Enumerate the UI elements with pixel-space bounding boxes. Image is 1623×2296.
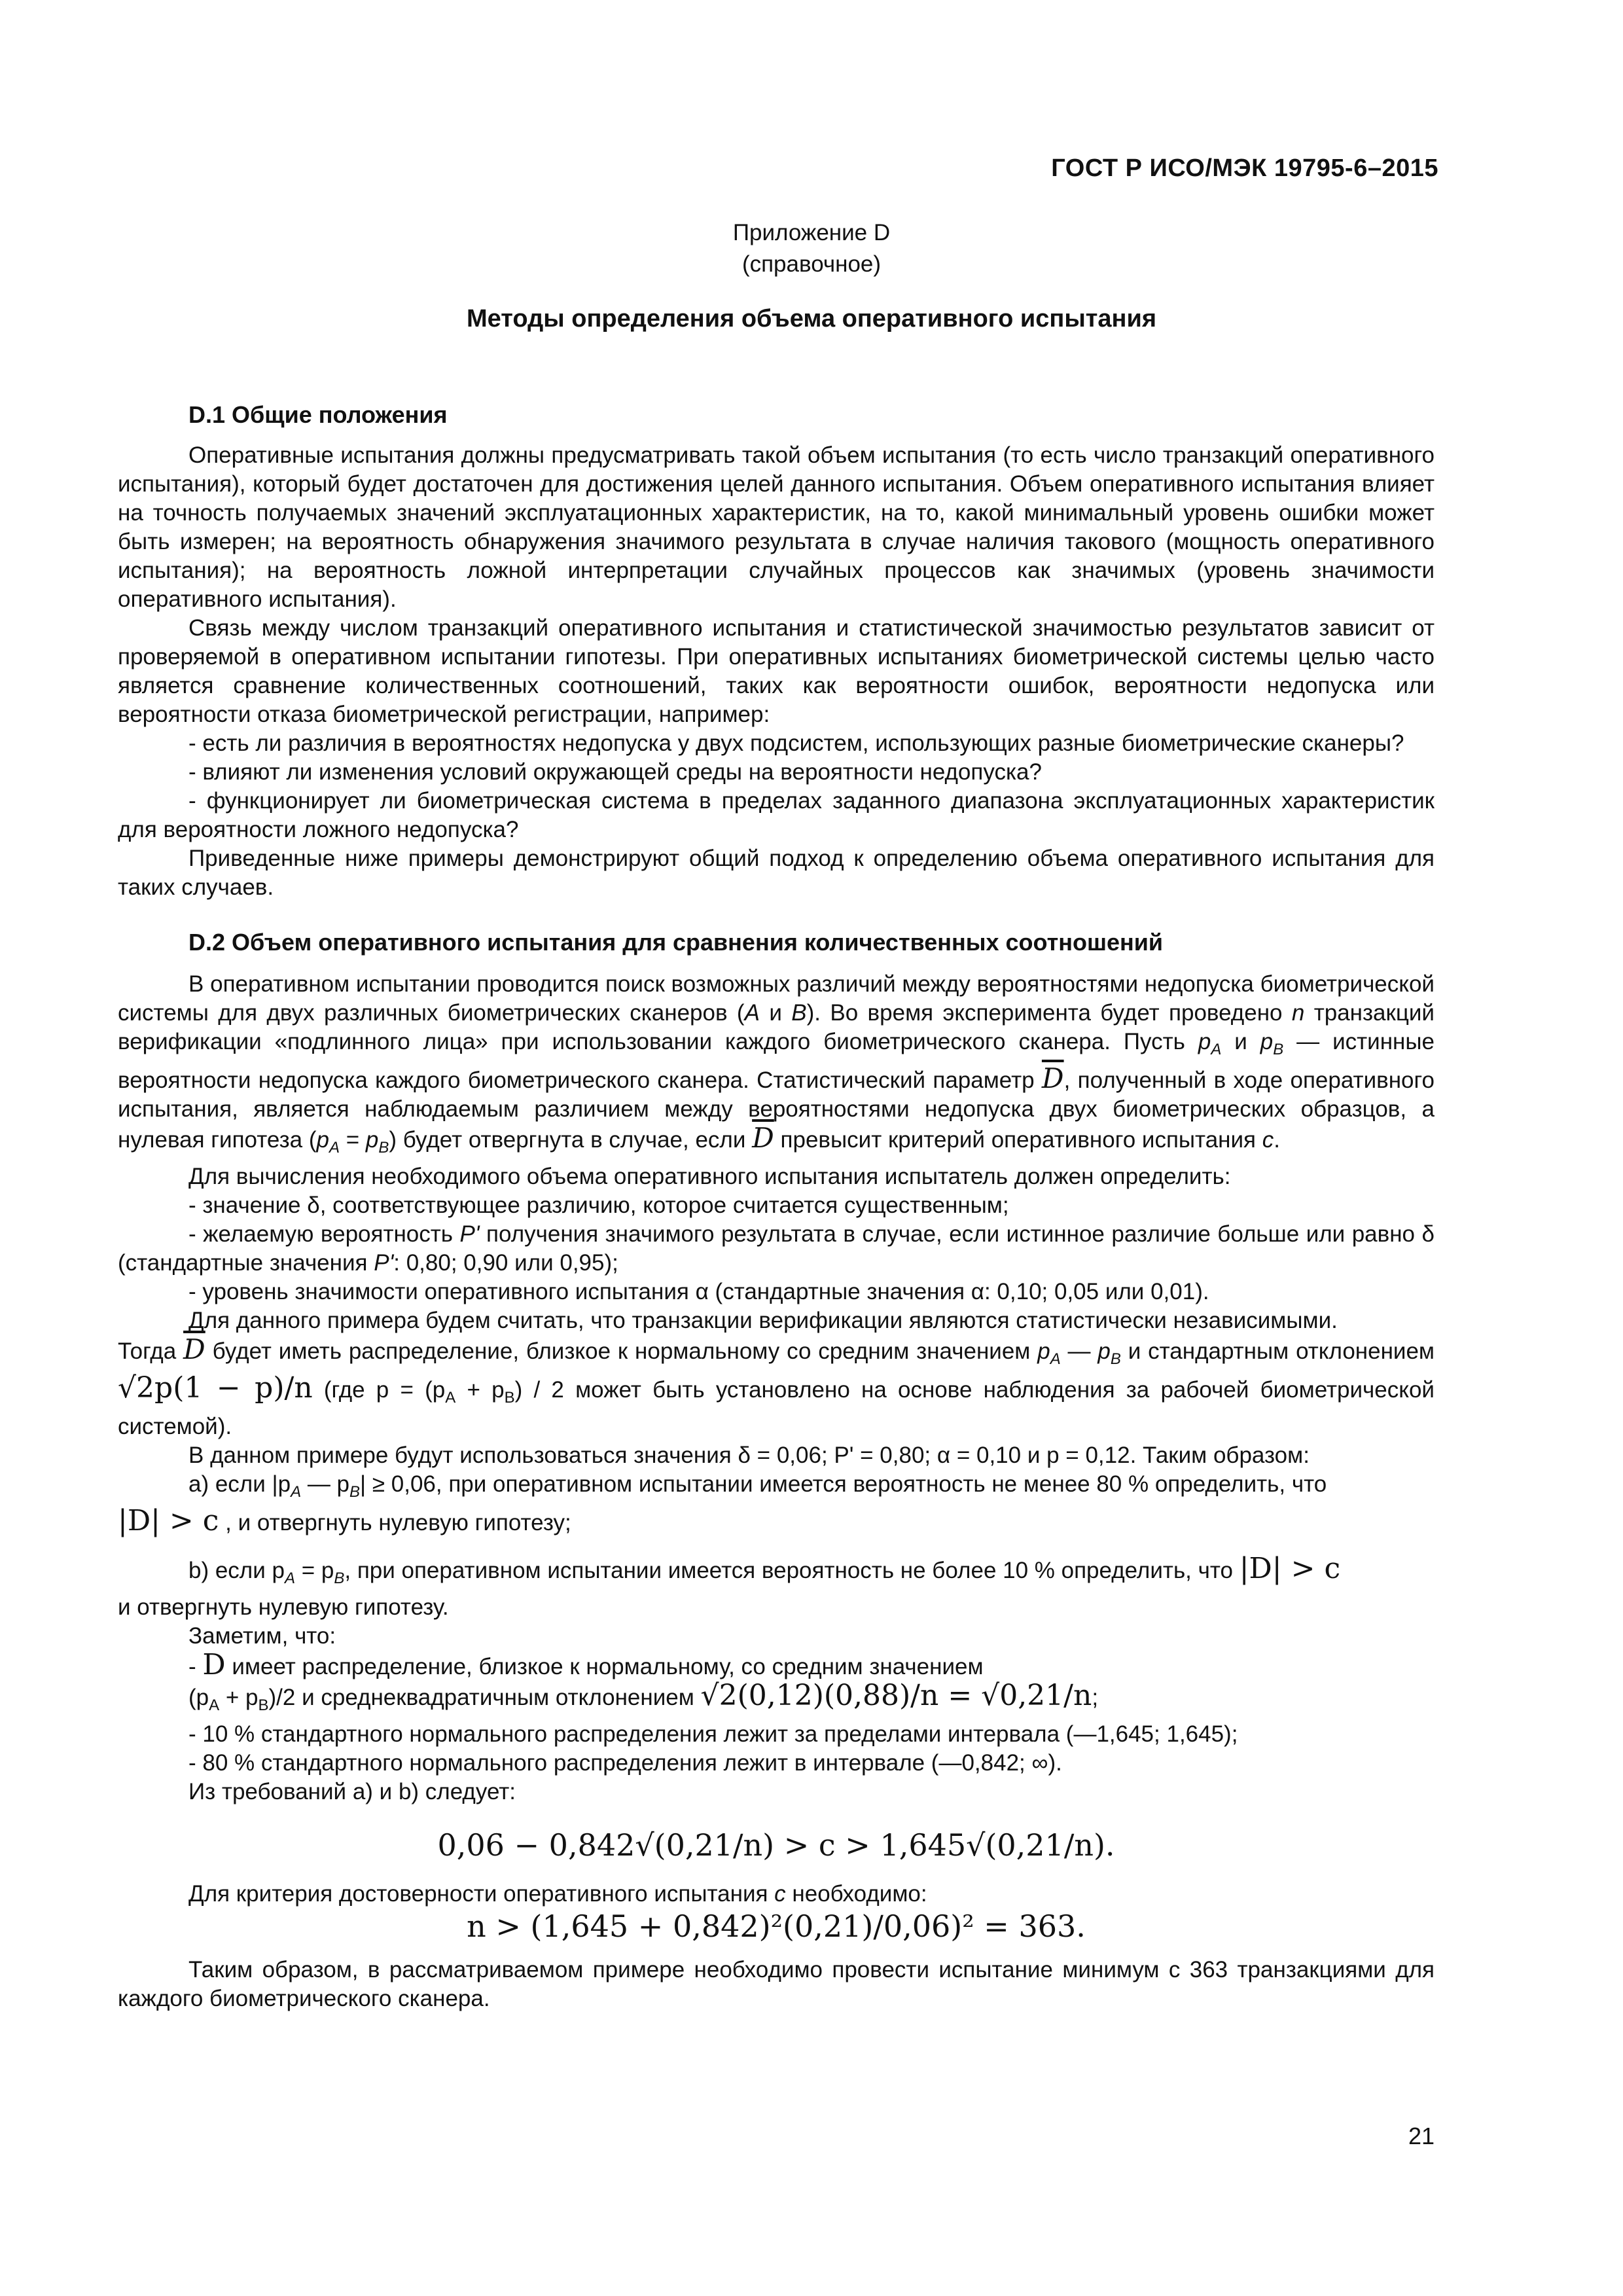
page-number: 21 — [1408, 2123, 1435, 2149]
text: имеет распределение, близкое к нормальному, со средним значением — [225, 1654, 984, 1679]
section-heading-d2: D.2 Объем оперативного испытания для сравнения количественных соотношений — [188, 929, 1164, 956]
text: необходимо: — [785, 1881, 927, 1907]
sub-b: B — [349, 1483, 361, 1501]
list-item: - значение δ, соответствующее различию, которое считается существенным; — [188, 1193, 1009, 1218]
list-item-cont — [118, 1681, 1435, 1720]
sub-b: B — [1273, 1041, 1284, 1058]
sub-a: A — [329, 1139, 340, 1157]
text: | ≥ 0,06, при оперативном испытании имеется вероятность не менее 80 % определить, что — [360, 1471, 1327, 1497]
list-item — [118, 1648, 1435, 1681]
var-c: c — [774, 1881, 786, 1907]
text: , и отвергнуть нулевую гипотезу; — [225, 1510, 571, 1535]
paragraph: В данном примере будут использоваться значения δ = 0,06; P' = 0,80; α = 0,10 и p = 0,12. Таким образом: — [188, 1443, 1310, 1468]
text: ) / 2 может быть установлено на основе наблюдения за рабочей биометрической системой). — [118, 1377, 1435, 1439]
text: ). Во время эксперимента будет проведено — [806, 1000, 1292, 1026]
paragraph: Из требований a) и b) следует: — [188, 1779, 516, 1804]
list-item: - 10 % стандартного нормального распределения лежит за пределами интервала (—1,645; 1,645); — [188, 1721, 1238, 1747]
text: — p — [301, 1471, 350, 1497]
annex-line-2: (справочное) — [741, 251, 882, 277]
list-item — [118, 1220, 1435, 1278]
annex-title: Методы определения объема оперативного испытания — [467, 305, 1156, 332]
list-item: - влияют ли изменения условий окружающей среды на вероятности недопуска? — [188, 759, 1042, 785]
var-c: c — [1262, 1127, 1274, 1153]
paragraph: Для данного примера будем считать, что транзакции верификации являются статистически независимыми. — [188, 1308, 1338, 1333]
paragraph — [118, 1880, 1435, 1909]
text: b) если p — [188, 1558, 285, 1583]
var-p: p — [1037, 1338, 1050, 1364]
paragraph — [118, 970, 1435, 1162]
text: - желаемую вероятность — [188, 1221, 460, 1247]
section-heading-d1: D.1 Общие положения — [188, 401, 448, 428]
text: : 0,80; 0,90 или 0,95); — [393, 1250, 618, 1276]
var-p: p — [316, 1127, 329, 1153]
text: и — [759, 1000, 792, 1026]
text: ) будет отвергнута в случае, если — [389, 1127, 753, 1153]
d-bar-symbol: $\overline{D}$ — [183, 1333, 205, 1365]
abs-d-formula: |D| > c — [1239, 1552, 1341, 1585]
text: — — [1060, 1338, 1098, 1364]
text: Тогда — [118, 1338, 184, 1364]
paragraph: Заметим, что: — [188, 1623, 336, 1649]
list-item: - функционирует ли биометрическая система в пределах заданного диапазона эксплуатационных характеристик для вероятности ложного недопуска? — [118, 788, 1435, 842]
var-a: A — [744, 1000, 760, 1026]
list-item-a-cont — [118, 1504, 1435, 1537]
sub-b: B — [504, 1389, 515, 1407]
var-b: B — [791, 1000, 807, 1026]
sub-a: A — [291, 1483, 302, 1501]
var-n: n — [1291, 1000, 1305, 1026]
abs-d-formula: |D| > c — [118, 1504, 219, 1537]
text: = p — [295, 1558, 334, 1583]
text: + p — [455, 1377, 505, 1403]
var-p: p — [1198, 1029, 1211, 1054]
text: транзакций верификации «подлинного лица» при использовании каждого биометрического сканера. Пусть — [118, 1000, 1435, 1054]
var-p: p — [1097, 1338, 1111, 1364]
list-item-b — [118, 1554, 1435, 1593]
equation-inequality: 0,06 − 0,842√(0,21/n) > c > 1,645√(0,21/n). — [437, 1827, 1115, 1863]
list-item: - 80 % стандартного нормального распределения лежит в интервале (—0,842; ∞). — [188, 1750, 1062, 1776]
sub-a: A — [1211, 1041, 1222, 1058]
d-bar-symbol: $\overline{D}$ — [1041, 1062, 1064, 1094]
paragraph: Оперативные испытания должны предусматривать такой объем испытания (то есть число транзакций оперативного испытания), который будет достаточен для достижения целей данного испытания. Объем оперативного испытания влияет на точность получаемых значений эксплуатационных характеристик, на то, какой минимальный уровень ошибки может быть измерен; на вероятность обнаружения значимого результата в случае наличия такового (мощность оперативного испытания); на вероятность ложной интерпретации случайных процессов как значимых (уровень значимости оперативного испытания). — [118, 442, 1435, 612]
d-bar-symbol: $\overline{D}$ — [752, 1122, 774, 1154]
text: и — [1221, 1029, 1260, 1054]
var-p: p — [365, 1127, 379, 1153]
document-body — [118, 401, 1435, 2013]
abs-d-symbol: D — [202, 1648, 226, 1681]
text: (p — [188, 1685, 209, 1710]
sqrt-formula: √2p(1 − p)/n — [118, 1371, 313, 1405]
var-p-prime: P' — [459, 1221, 480, 1247]
annex-label — [0, 217, 1623, 280]
text: + p — [219, 1685, 259, 1710]
sub-a: A — [284, 1570, 295, 1587]
sub-b: B — [258, 1696, 269, 1714]
text: = — [339, 1127, 366, 1153]
list-item-a — [118, 1470, 1435, 1507]
equation-sample-size: n > (1,645 + 0,842)²(0,21)/0,06)² = 363. — [467, 1909, 1086, 1944]
var-p: p — [1260, 1029, 1274, 1054]
sqrt-formula: √2(0,12)(0,88)/n = √0,21/n — [700, 1679, 1092, 1712]
text: . — [1274, 1127, 1280, 1153]
text: В оперативном испытании проводится поиск возможных различий между вероятностями недопуска биометрической системы для двух различных биометрических сканеров ( — [118, 971, 1435, 1026]
text: , при оперативном испытании имеется вероятность не более 10 % определить, что — [344, 1558, 1240, 1583]
paragraph — [118, 1335, 1435, 1441]
sub-a: A — [209, 1696, 220, 1714]
text: ; — [1092, 1685, 1099, 1710]
text: и стандартным отклонением — [1120, 1338, 1435, 1364]
sub-a: A — [445, 1389, 456, 1407]
text: — истинные вероятности недопуска каждого биометрического сканера. Статистический параметр — [118, 1029, 1435, 1093]
var-p-prime: P' — [374, 1250, 394, 1276]
text: - — [188, 1654, 203, 1679]
list-item: - есть ли различия в вероятностях недопуска у двух подсистем, использующих разные биометрические сканеры? — [188, 730, 1404, 756]
paragraph: Связь между числом транзакций оперативного испытания и статистической значимостью результатов зависит от проверяемой в оперативном испытании гипотезы. При оперативных испытаниях биометрической системы целью часто является сравнение количественных соотношений, таких как вероятности ошибок, вероятности недопуска или вероятности отказа биометрической регистрации, например: — [118, 615, 1435, 727]
text: (где p = (p — [312, 1377, 446, 1403]
text: превысит критерий оперативного испытания — [774, 1127, 1262, 1153]
list-item: - уровень значимости оперативного испытания α (стандартные значения α: 0,10; 0,05 или 0,01). — [188, 1279, 1209, 1304]
paragraph: Таким образом, в рассматриваемом примере необходимо провести испытание минимум с 363 транзакциями для каждого биометрического сканера. — [118, 1957, 1435, 2011]
list-item-b-cont: и отвергнуть нулевую гипотезу. — [118, 1594, 449, 1620]
sub-b: B — [1110, 1350, 1121, 1368]
text: получения значимого результата в случае, если истинное различие больше или равно δ (стандартные значения — [118, 1221, 1435, 1276]
sub-b: B — [378, 1139, 389, 1157]
text: )/2 и среднеквадратичным отклонением — [268, 1685, 701, 1710]
paragraph: Для вычисления необходимого объема оперативного испытания испытатель должен определить: — [188, 1164, 1231, 1189]
text: , полученный в ходе оперативного испытания, является наблюдаемым различием между вероятностями недопуска двух биометрических образцов, а нулевая гипотеза ( — [118, 1067, 1435, 1153]
standard-code: ГОСТ Р ИСО/МЭК 19795-6–2015 — [1051, 154, 1438, 182]
text: a) если |p — [188, 1471, 291, 1497]
text: будет иметь распределение, близкое к нормальному со средним значением — [205, 1338, 1038, 1364]
text: Для критерия достоверности оперативного испытания — [188, 1881, 775, 1907]
annex-line-1: Приложение D — [732, 220, 891, 245]
paragraph: Приведенные ниже примеры демонстрируют общий подход к определению объема оперативного испытания для таких случаев. — [118, 846, 1435, 900]
sub-a: A — [1050, 1350, 1061, 1368]
sub-b: B — [334, 1570, 345, 1587]
